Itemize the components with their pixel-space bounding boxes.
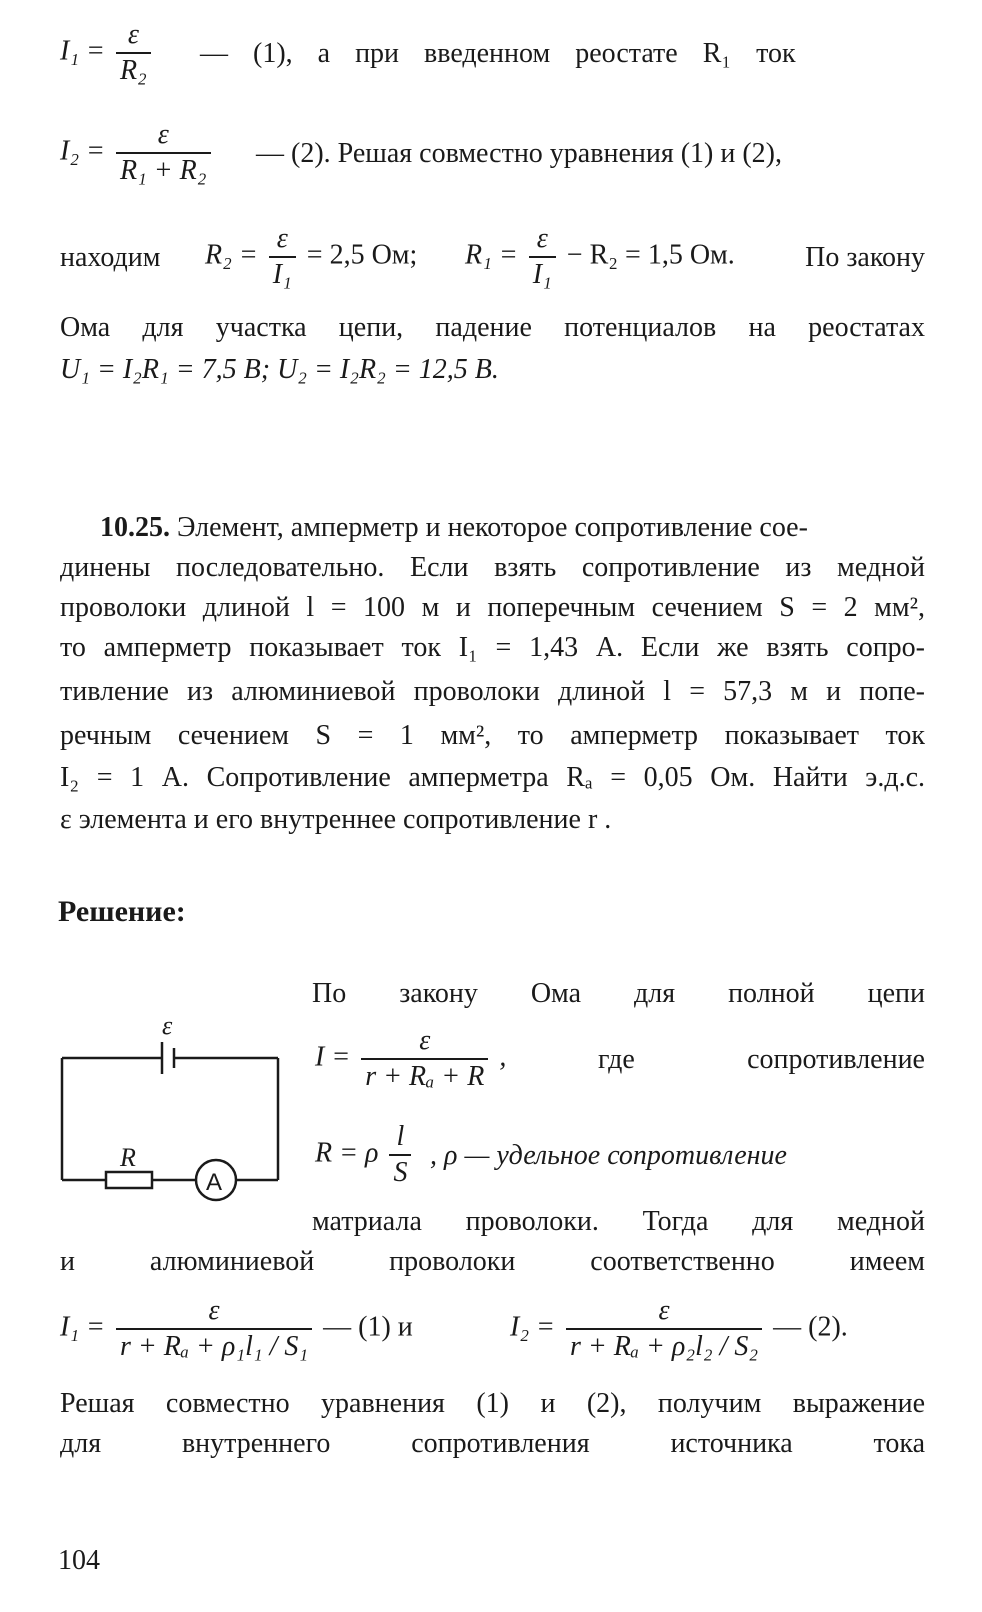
eq2-fraction [116,118,211,188]
eq2-numerator: ε [116,118,211,154]
seq4-numerator: ε [566,1294,762,1330]
text-line-4: Ома для участка цепи, падение потенциалов на реостатах [60,312,925,343]
text-line-5: U₁ = I₂R₁ = 7,5 В; U₂ = I₂R₂ = 12,5 В. [60,354,499,385]
solution-equation-2 [315,1120,415,1190]
text-line-3-end: По закону [805,242,925,273]
equation-R2 [205,222,417,292]
eqR1-fraction [529,222,556,292]
text-line-3: находим [60,242,161,273]
emf-label: ε [162,1011,173,1040]
seq2-denominator: S [393,1157,408,1188]
problem-line-7: I₂ = 1 А. Сопротивление амперметра Rₐ = 0,05 Ом. Найти э.д.с. [60,762,925,793]
eqR2-denominator: I₁ [272,259,292,290]
seq4-lhs: I₂ = [510,1311,555,1343]
solution-line-8: для внутреннего сопротивления источника тока [60,1428,925,1459]
problem-line-6: речным сечением S = 1 мм², то амперметр показывает ток [60,720,925,751]
problem-line-3: проволоки длиной l = 100 м и поперечным сечением S = 2 мм², [60,592,925,623]
eq1-denominator: R₂ [119,55,147,86]
seq1-fraction [361,1024,488,1094]
problem-line-1: Элемент, амперметр и некоторое сопротивление сое- [177,512,808,543]
seq2-numerator: l [389,1120,411,1156]
solution-equation-3 [60,1294,413,1364]
solution-heading: Решение: [58,895,186,928]
circuit-diagram [50,1010,290,1210]
solution-equation-1 [315,1024,506,1094]
eqR2-numerator: ε [269,222,296,258]
seq1-lhs: I = [315,1041,351,1073]
solution-line-4: матриала проволоки. Тогда для медной [312,1206,925,1237]
problem-number: 10.25. [100,512,170,543]
solution-line-5: и алюминиевой проволоки соответственно имеем [60,1246,925,1277]
problem-first-line [100,508,925,548]
eqR1-lhs: R₁ = [465,239,518,271]
text-line-1: — (1), а при введенном реостате R₁ ток [200,38,796,69]
seq2-lhs: R = ρ [315,1137,379,1169]
resistor-symbol [106,1172,152,1188]
solution-line-7: Решая совместно уравнения (1) и (2), получим выражение [60,1388,925,1419]
eq2-lhs: I₂ = [60,135,105,167]
eqR2-fraction [269,222,296,292]
eq2-denominator: R₁ + R₂ [119,155,207,186]
seq4-end: — (2). [773,1311,848,1343]
equation-R1 [465,222,735,292]
seq3-lhs: I₁ = [60,1311,105,1343]
eq1-numerator: ε [116,18,151,54]
seq3-fraction [116,1294,312,1364]
eqR1-numerator: ε [529,222,556,258]
solution-equation-4 [510,1294,848,1364]
seq3-denominator: r + Rₐ + ρ₁l₁ / S₁ [119,1331,309,1362]
solution-line-1: По закону Ома для полной цепи [312,978,925,1009]
page-number: 104 [58,1545,100,1576]
eq1-fraction [116,18,151,88]
problem-line-5: тивление из алюминиевой проволоки длиной l = 57,3 м и попе- [60,676,925,707]
seq1-denominator: r + Rₐ + R [365,1061,485,1092]
eqR1-denominator: I₁ [532,259,552,290]
equation-1 [60,18,155,88]
ammeter-label: A [206,1169,223,1196]
seq4-fraction [566,1294,762,1364]
equation-2 [60,118,215,188]
eqR2-rhs: = 2,5 Ом; [306,239,418,271]
solution-line-2-text: где сопротивление [598,1044,925,1075]
seq3-numerator: ε [116,1294,312,1330]
text-line-2: — (2). Решая совместно уравнения (1) и (2), [256,138,782,169]
seq3-mid: — (1) и [323,1311,413,1343]
seq2-fraction [389,1120,411,1190]
problem-line-2: динены последовательно. Если взять сопротивление из медной [60,552,925,583]
seq1-comma: , [499,1041,507,1073]
problem-line-4: то амперметр показывает ток I₁ = 1,43 А. Если же взять сопро- [60,632,925,663]
eqR1-rhs: − R₂ = 1,5 Ом. [566,239,735,271]
resistor-label: R [120,1143,136,1172]
eq1-lhs: I₁ = [60,35,105,67]
seq4-denominator: r + Rₐ + ρ₂l₂ / S₂ [569,1331,759,1362]
seq1-numerator: ε [361,1024,488,1060]
problem-line-8: ε элемента и его внутреннее сопротивление r . [60,804,612,835]
solution-line-3-text: , ρ — удельное сопротивление [430,1140,787,1171]
eqR2-lhs: R₂ = [205,239,258,271]
